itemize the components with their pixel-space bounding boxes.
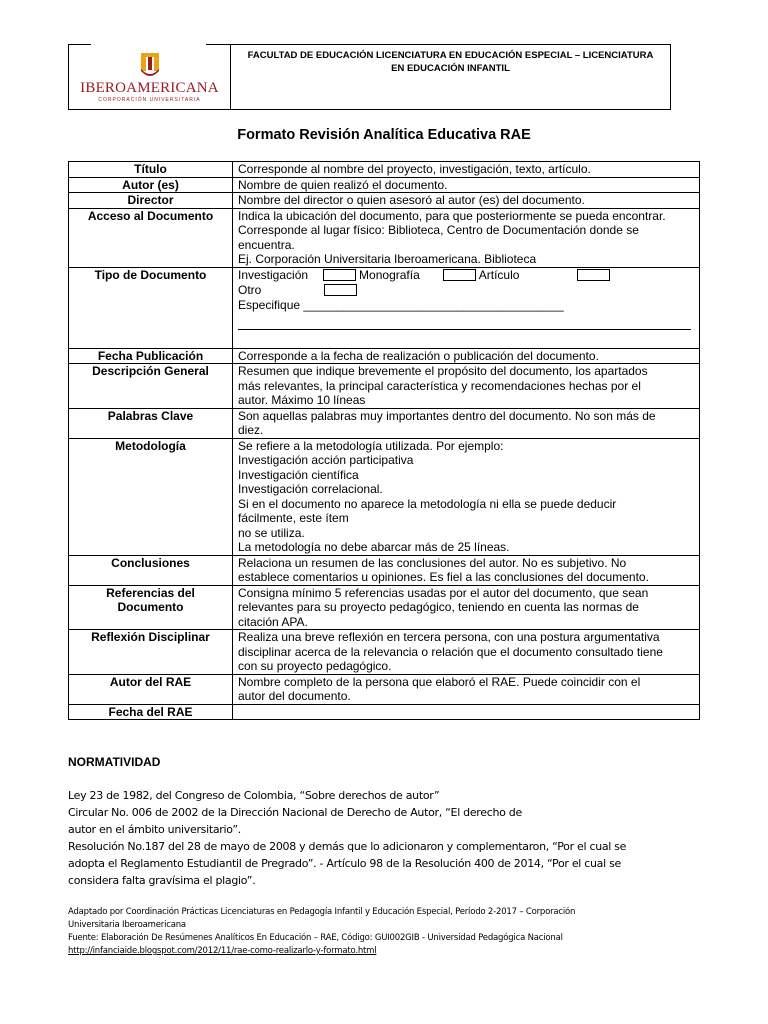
table-row	[69, 408, 700, 438]
row-text	[238, 705, 695, 720]
row-content	[233, 177, 700, 193]
footer-line: Adaptado por Coordinación Prácticas Licenciaturas en Pedagogía Infantil y Educación Especial, Período 2-2017 – Corporación	[68, 907, 576, 917]
monografia-checkbox[interactable]	[443, 269, 476, 281]
footer-credits	[68, 906, 708, 958]
row-label: Acceso al Documento	[69, 208, 233, 267]
footer-line: Universitaria Iberoamericana	[68, 920, 186, 930]
faculty-title	[231, 45, 670, 109]
row-label-line: Referencias del	[106, 585, 195, 600]
faculty-title-line2: EN EDUCACIÓN INFANTIL	[391, 63, 510, 74]
table-row	[69, 193, 700, 209]
logo-wordmark: IBEROAMERICANA	[80, 79, 219, 96]
row-text: Resumen que indique brevemente el propósito del documento, los apartados	[238, 364, 648, 378]
table-row	[69, 630, 700, 675]
row-label: Director	[69, 193, 233, 209]
table-row	[69, 364, 700, 409]
tipo-otro-row	[238, 283, 695, 298]
row-text: con su proyecto pedagógico.	[238, 659, 392, 673]
document-header	[68, 44, 671, 110]
row-text: diez.	[238, 423, 264, 437]
row-text: más relevantes, la principal característica y recomendaciones hechas por el	[238, 378, 641, 393]
row-text: Corresponde al nombre del proyecto, investigación, texto, artículo.	[238, 162, 591, 176]
row-content	[233, 438, 700, 555]
rae-table	[68, 161, 700, 720]
footer-line: Fuente: Elaboración De Resúmenes Analíticos En Educación – RAE, Código: GUI002GIB - Universidad Pedagógica Nacional	[68, 933, 563, 943]
row-text: citación APA.	[238, 614, 308, 629]
row-content	[233, 348, 700, 364]
row-label: Fecha Publicación	[69, 348, 233, 364]
row-content	[233, 555, 700, 585]
document-title: Formato Revisión Analítica Educativa RAE	[237, 127, 531, 143]
row-text: Son aquellas palabras muy importantes dentro del documento. No son más de	[238, 408, 656, 423]
option-otro-label: Otro	[238, 282, 262, 297]
row-text: Nombre de quien realizó el documento.	[238, 177, 448, 192]
normatividad-line: Circular No. 006 de 2002 de la Dirección Nacional de Derecho de Autor, “El derecho de	[68, 806, 522, 819]
row-text: relevantes para su proyecto pedagógico, teniendo en cuenta las normas de	[238, 600, 639, 614]
row-text: Investigación correlacional.	[238, 482, 383, 496]
row-label: Palabras Clave	[69, 408, 233, 438]
row-label: Título	[69, 162, 233, 178]
option-articulo-label: Artículo	[478, 267, 520, 282]
row-content	[233, 674, 700, 704]
normatividad-line: autor en el ámbito universitario”.	[68, 823, 241, 836]
row-text: Se refiere a la metodología utilizada. Por ejemplo:	[238, 438, 504, 453]
row-text: Corresponde a la fecha de realización o publicación del documento.	[238, 348, 599, 363]
blank-line-divider	[238, 312, 691, 330]
row-text: Si en el documento no aparece la metodología ni ella se puede deducir	[238, 496, 617, 511]
row-label-line: Documento	[117, 600, 184, 614]
row-content	[233, 630, 700, 675]
row-text: fácilmente, este ítem	[238, 511, 349, 525]
articulo-checkbox[interactable]	[577, 269, 610, 281]
row-text: Nombre completo de la persona que elaboró el RAE. Puede coincidir con el	[238, 674, 641, 689]
row-text: Investigación acción participativa	[238, 453, 414, 467]
row-text: Realiza una breve reflexión en tercera persona, con una postura argumentativa	[238, 630, 660, 644]
option-monografia-label: Monografía	[359, 267, 420, 282]
otro-checkbox[interactable]	[324, 284, 357, 296]
row-text: Nombre del director o quien asesoró al autor (es) del documento.	[238, 193, 585, 207]
source-link[interactable]: http://infanciaide.blogspot.com/2012/11/rae-como-realizarlo-y-formato.html	[68, 946, 377, 956]
normatividad-body	[68, 787, 708, 889]
row-label	[69, 585, 233, 630]
row-content-empty[interactable]	[233, 704, 700, 720]
table-row	[69, 555, 700, 585]
row-label: Autor (es)	[69, 177, 233, 193]
normatividad-line: considera falta gravísima el plagio”.	[68, 874, 256, 887]
table-row	[69, 585, 700, 630]
table-row-tipo-documento	[69, 267, 700, 348]
row-text: no se utiliza.	[238, 525, 305, 540]
row-text: Ej. Corporación Universitaria Iberoamericana. Biblioteca	[238, 252, 537, 266]
normatividad-line: adopta el Reglamento Estudiantil de Pregrado”. - Artículo 98 de la Resolución 400 de 2014, “Por el cual se	[68, 857, 621, 870]
investigacion-checkbox[interactable]	[323, 269, 356, 281]
row-text: autor del documento.	[238, 689, 351, 703]
logo-subtitle: CORPORACIÓN UNIVERSITARIA	[98, 96, 201, 103]
row-label: Tipo de Documento	[69, 267, 233, 348]
iberoamericana-logo-icon	[138, 52, 162, 78]
normatividad-line: Ley 23 de 1982, del Congreso de Colombia, “Sobre derechos de autor”	[68, 789, 440, 802]
normatividad-heading: NORMATIVIDAD	[68, 755, 161, 769]
option-investigacion-label: Investigación	[238, 267, 309, 282]
row-content	[233, 193, 700, 209]
row-label: Metodología	[69, 438, 233, 555]
row-label: Conclusiones	[69, 555, 233, 585]
row-content	[233, 208, 700, 267]
row-text: encuentra.	[238, 237, 295, 252]
row-text: disciplinar acerca de la relevancia o relación que el documento consultado tiene	[238, 644, 663, 659]
normatividad-line: Resolución No.187 del 28 de mayo de 2008 y demás que lo adicionaron y complementaron, “Por el cual se	[68, 840, 627, 853]
tipo-options-row	[238, 268, 695, 283]
table-row	[69, 177, 700, 193]
table-row	[69, 704, 700, 720]
row-content	[233, 162, 700, 178]
row-text: La metodología no debe abarcar más de 25 líneas.	[238, 540, 510, 554]
faculty-title-line1: FACULTAD DE EDUCACIÓN LICENCIATURA EN EDUCACIÓN ESPECIAL – LICENCIATURA	[247, 50, 654, 61]
row-label: Descripción General	[69, 364, 233, 409]
row-label: Autor del RAE	[69, 674, 233, 704]
table-row	[69, 674, 700, 704]
table-row	[69, 348, 700, 364]
row-content	[233, 585, 700, 630]
row-label: Fecha del RAE	[69, 704, 233, 720]
row-text: Relaciona un resumen de las conclusiones del autor. No es subjetivo. No	[238, 555, 627, 570]
row-text: autor. Máximo 10 líneas	[238, 393, 366, 407]
row-text: Investigación científica	[238, 467, 359, 482]
row-label: Reflexión Disciplinar	[69, 630, 233, 675]
table-row	[69, 162, 700, 178]
table-row	[69, 438, 700, 555]
row-text: Corresponde al lugar físico: Biblioteca, Centro de Documentación donde se	[238, 223, 639, 237]
row-text: Consigna mínimo 5 referencias usadas por el autor del documento, que sean	[238, 585, 649, 600]
row-content	[233, 267, 700, 348]
especifique-field[interactable]: Especifique _______________________________________	[238, 297, 564, 312]
logo-cell	[69, 45, 231, 109]
row-text: establece comentarios u opiniones. Es fiel a las conclusiones del documento.	[238, 570, 649, 584]
row-content	[233, 364, 700, 409]
row-text: Indica la ubicación del documento, para que posteriormente se pueda encontrar.	[238, 208, 666, 223]
row-content	[233, 408, 700, 438]
table-row	[69, 208, 700, 267]
